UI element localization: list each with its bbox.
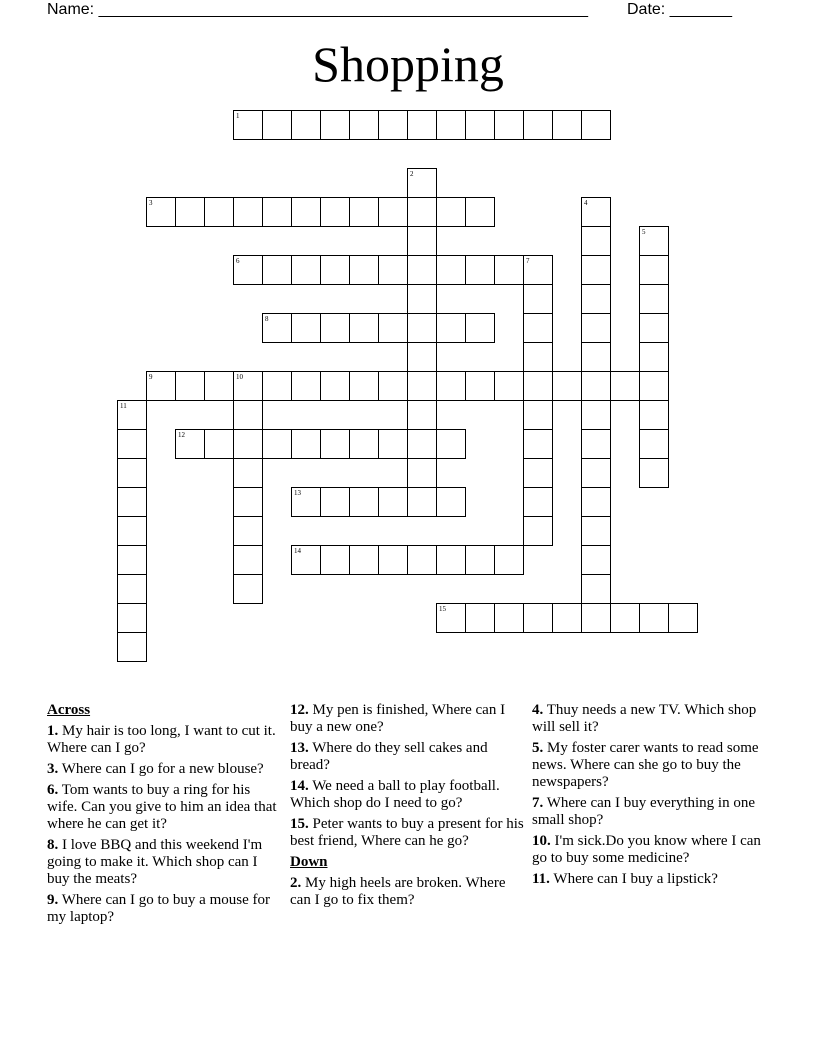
grid-cell[interactable] — [378, 371, 408, 401]
grid-cell[interactable] — [523, 487, 553, 517]
grid-cell[interactable] — [436, 110, 466, 140]
grid-cell[interactable] — [610, 603, 640, 633]
grid-cell[interactable] — [581, 255, 611, 285]
grid-cell[interactable] — [291, 371, 321, 401]
grid-cell[interactable] — [581, 545, 611, 575]
grid-cell[interactable] — [320, 545, 350, 575]
clue-across-13: 13. Where do they sell cakes and bread? — [290, 740, 488, 773]
grid-cell[interactable] — [233, 255, 263, 285]
grid-cell[interactable] — [407, 487, 437, 517]
grid-cell[interactable] — [117, 545, 147, 575]
grid-cell[interactable] — [494, 545, 524, 575]
grid-cell[interactable] — [378, 429, 408, 459]
grid-cell[interactable] — [349, 545, 379, 575]
grid-cell[interactable] — [581, 371, 611, 401]
grid-cell[interactable] — [465, 371, 495, 401]
name-field[interactable]: Name: _______________________________________________________ — [47, 1, 588, 18]
grid-cell[interactable] — [175, 197, 205, 227]
grid-cell[interactable] — [204, 371, 234, 401]
grid-cell[interactable] — [668, 603, 698, 633]
grid-cell[interactable] — [523, 516, 553, 546]
grid-cell[interactable] — [320, 197, 350, 227]
grid-cell[interactable] — [233, 400, 263, 430]
grid-cell[interactable] — [639, 458, 669, 488]
grid-cell[interactable] — [407, 313, 437, 343]
grid-cell[interactable] — [581, 603, 611, 633]
grid-cell[interactable] — [523, 400, 553, 430]
grid-cell[interactable] — [233, 516, 263, 546]
grid-cell[interactable] — [581, 313, 611, 343]
grid-cell[interactable] — [523, 342, 553, 372]
grid-cell[interactable] — [117, 429, 147, 459]
grid-cell[interactable] — [436, 487, 466, 517]
clue-across-3: 3. Where can I go for a new blouse? — [47, 761, 264, 777]
clue-number: 5 — [642, 228, 646, 236]
grid-cell[interactable] — [552, 371, 582, 401]
clue-number: 6 — [236, 257, 240, 265]
across-heading: Across — [47, 702, 91, 718]
grid-cell[interactable] — [233, 574, 263, 604]
grid-cell[interactable] — [262, 429, 292, 459]
grid-cell[interactable] — [117, 603, 147, 633]
clue-down-2: 2. My high heels are broken. Where can I go to fix them? — [290, 875, 506, 908]
grid-cell[interactable] — [436, 429, 466, 459]
clue-number: 10 — [236, 373, 243, 381]
grid-cell[interactable] — [581, 458, 611, 488]
grid-cell[interactable] — [407, 429, 437, 459]
grid-cell[interactable] — [233, 458, 263, 488]
grid-cell[interactable] — [262, 197, 292, 227]
grid-cell[interactable] — [465, 110, 495, 140]
grid-cell[interactable] — [639, 284, 669, 314]
clue-down-11: 11. Where can I buy a lipstick? — [532, 871, 718, 887]
grid-cell[interactable] — [610, 371, 640, 401]
grid-cell[interactable] — [523, 603, 553, 633]
clue-number: 2 — [410, 170, 414, 178]
grid-cell[interactable] — [378, 255, 408, 285]
date-field[interactable]: Date: _______ — [627, 1, 732, 18]
grid-cell[interactable] — [146, 197, 176, 227]
grid-cell[interactable] — [436, 545, 466, 575]
grid-cell[interactable] — [581, 400, 611, 430]
clue-number: 11 — [120, 402, 127, 410]
grid-cell[interactable] — [117, 516, 147, 546]
grid-cell[interactable] — [204, 197, 234, 227]
clue-down-10: 10. I'm sick.Do you know where I can go to buy some medicine? — [532, 833, 761, 866]
grid-cell[interactable] — [436, 371, 466, 401]
grid-cell[interactable] — [523, 458, 553, 488]
grid-cell[interactable] — [378, 313, 408, 343]
grid-cell[interactable] — [407, 226, 437, 256]
grid-cell[interactable] — [349, 197, 379, 227]
grid-cell[interactable] — [117, 487, 147, 517]
grid-cell[interactable] — [465, 255, 495, 285]
clue-down-5: 5. My foster carer wants to read some news. Where can she go to buy the newspapers? — [532, 740, 759, 790]
clue-number: 8 — [265, 315, 269, 323]
grid-cell[interactable] — [581, 197, 611, 227]
grid-cell[interactable] — [291, 487, 321, 517]
grid-cell[interactable] — [523, 429, 553, 459]
grid-cell[interactable] — [117, 574, 147, 604]
clue-across-12: 12. My pen is finished, Where can I buy a new one? — [290, 702, 506, 735]
grid-cell[interactable] — [378, 110, 408, 140]
grid-cell[interactable] — [233, 429, 263, 459]
clue-number: 12 — [178, 431, 185, 439]
grid-cell[interactable] — [407, 458, 437, 488]
grid-cell[interactable] — [233, 487, 263, 517]
grid-cell[interactable] — [407, 255, 437, 285]
grid-cell[interactable] — [552, 603, 582, 633]
grid-cell[interactable] — [175, 429, 205, 459]
grid-cell[interactable] — [378, 545, 408, 575]
grid-cell[interactable] — [436, 603, 466, 633]
grid-cell[interactable] — [349, 255, 379, 285]
clue-across-9: 9. Where can I go to buy a mouse for my laptop? — [47, 892, 270, 925]
grid-cell[interactable] — [407, 400, 437, 430]
grid-cell[interactable] — [639, 313, 669, 343]
clue-number: 9 — [149, 373, 153, 381]
clue-across-1: 1. My hair is too long, I want to cut it. Where can I go? — [47, 723, 276, 756]
grid-cell[interactable] — [523, 371, 553, 401]
grid-cell[interactable] — [349, 313, 379, 343]
grid-cell[interactable] — [291, 429, 321, 459]
clue-across-6: 6. Tom wants to buy a ring for his wife. Can you give to him an idea that where he can get it? — [47, 782, 277, 832]
grid-cell[interactable] — [494, 110, 524, 140]
clue-across-14: 14. We need a ball to play football. Which shop do I need to go? — [290, 778, 500, 811]
grid-cell[interactable] — [262, 371, 292, 401]
grid-cell[interactable] — [639, 603, 669, 633]
grid-cell[interactable] — [581, 429, 611, 459]
grid-cell[interactable] — [233, 371, 263, 401]
grid-cell[interactable] — [465, 313, 495, 343]
grid-cell[interactable] — [407, 110, 437, 140]
grid-cell[interactable] — [639, 342, 669, 372]
grid-cell[interactable] — [639, 255, 669, 285]
grid-cell[interactable] — [320, 110, 350, 140]
grid-cell[interactable] — [639, 400, 669, 430]
grid-cell[interactable] — [523, 313, 553, 343]
grid-cell[interactable] — [581, 226, 611, 256]
grid-cell[interactable] — [494, 255, 524, 285]
grid-cell[interactable] — [175, 371, 205, 401]
grid-cell[interactable] — [233, 197, 263, 227]
grid-cell[interactable] — [262, 313, 292, 343]
grid-cell[interactable] — [233, 545, 263, 575]
grid-cell[interactable] — [349, 371, 379, 401]
grid-cell[interactable] — [262, 110, 292, 140]
grid-cell[interactable] — [581, 487, 611, 517]
grid-cell[interactable] — [117, 400, 147, 430]
clue-number: 14 — [294, 547, 301, 555]
clue-number: 7 — [526, 257, 530, 265]
grid-cell[interactable] — [494, 603, 524, 633]
grid-cell[interactable] — [407, 342, 437, 372]
grid-cell[interactable] — [465, 545, 495, 575]
clues-column-3 — [532, 702, 772, 892]
grid-cell[interactable] — [581, 516, 611, 546]
grid-cell[interactable] — [639, 371, 669, 401]
grid-cell[interactable] — [581, 110, 611, 140]
grid-cell[interactable] — [465, 197, 495, 227]
grid-cell[interactable] — [349, 487, 379, 517]
clues-column-1 — [47, 702, 283, 930]
grid-cell[interactable] — [204, 429, 234, 459]
grid-cell[interactable] — [494, 371, 524, 401]
grid-cell[interactable] — [146, 371, 176, 401]
grid-cell[interactable] — [407, 545, 437, 575]
grid-cell[interactable] — [581, 284, 611, 314]
clue-across-8: 8. I love BBQ and this weekend I'm going to make it. Which shop can I buy the meats? — [47, 837, 263, 887]
grid-cell[interactable] — [407, 371, 437, 401]
grid-cell[interactable] — [291, 313, 321, 343]
clues-column-2 — [290, 702, 528, 913]
grid-cell[interactable] — [320, 487, 350, 517]
grid-cell[interactable] — [407, 197, 437, 227]
grid-cell[interactable] — [523, 110, 553, 140]
grid-cell[interactable] — [117, 632, 147, 662]
clue-number: 13 — [294, 489, 301, 497]
grid-cell[interactable] — [436, 313, 466, 343]
grid-cell[interactable] — [378, 197, 408, 227]
grid-cell[interactable] — [320, 255, 350, 285]
grid-cell[interactable] — [117, 458, 147, 488]
grid-cell[interactable] — [262, 255, 292, 285]
grid-cell[interactable] — [349, 110, 379, 140]
grid-cell[interactable] — [320, 429, 350, 459]
clue-down-7: 7. Where can I buy everything in one small shop? — [532, 795, 755, 828]
clue-across-15: 15. Peter wants to buy a present for his best friend, Where can he go? — [290, 816, 524, 849]
grid-cell[interactable] — [320, 371, 350, 401]
grid-cell[interactable] — [639, 226, 669, 256]
grid-cell[interactable] — [233, 110, 263, 140]
clue-number: 1 — [236, 112, 240, 120]
grid-cell[interactable] — [465, 603, 495, 633]
grid-cell[interactable] — [436, 197, 466, 227]
grid-cell[interactable] — [581, 342, 611, 372]
clue-number: 4 — [584, 199, 588, 207]
down-heading: Down — [290, 854, 328, 870]
clue-number: 15 — [439, 605, 446, 613]
grid-cell[interactable] — [523, 284, 553, 314]
grid-cell[interactable] — [436, 255, 466, 285]
clue-down-4: 4. Thuy needs a new TV. Which shop will sell it? — [532, 702, 757, 735]
grid-cell[interactable] — [291, 545, 321, 575]
grid-cell[interactable] — [639, 429, 669, 459]
grid-cell[interactable] — [523, 255, 553, 285]
clue-number: 3 — [149, 199, 153, 207]
grid-cell[interactable] — [552, 110, 582, 140]
grid-cell[interactable] — [349, 429, 379, 459]
grid-cell[interactable] — [320, 313, 350, 343]
grid-cell[interactable] — [407, 284, 437, 314]
page-title: Shopping — [312, 36, 504, 92]
grid-cell[interactable] — [581, 574, 611, 604]
grid-cell[interactable] — [378, 487, 408, 517]
grid-cell[interactable] — [291, 255, 321, 285]
grid-cell[interactable] — [291, 110, 321, 140]
grid-cell[interactable] — [291, 197, 321, 227]
grid-cell[interactable] — [407, 168, 437, 198]
